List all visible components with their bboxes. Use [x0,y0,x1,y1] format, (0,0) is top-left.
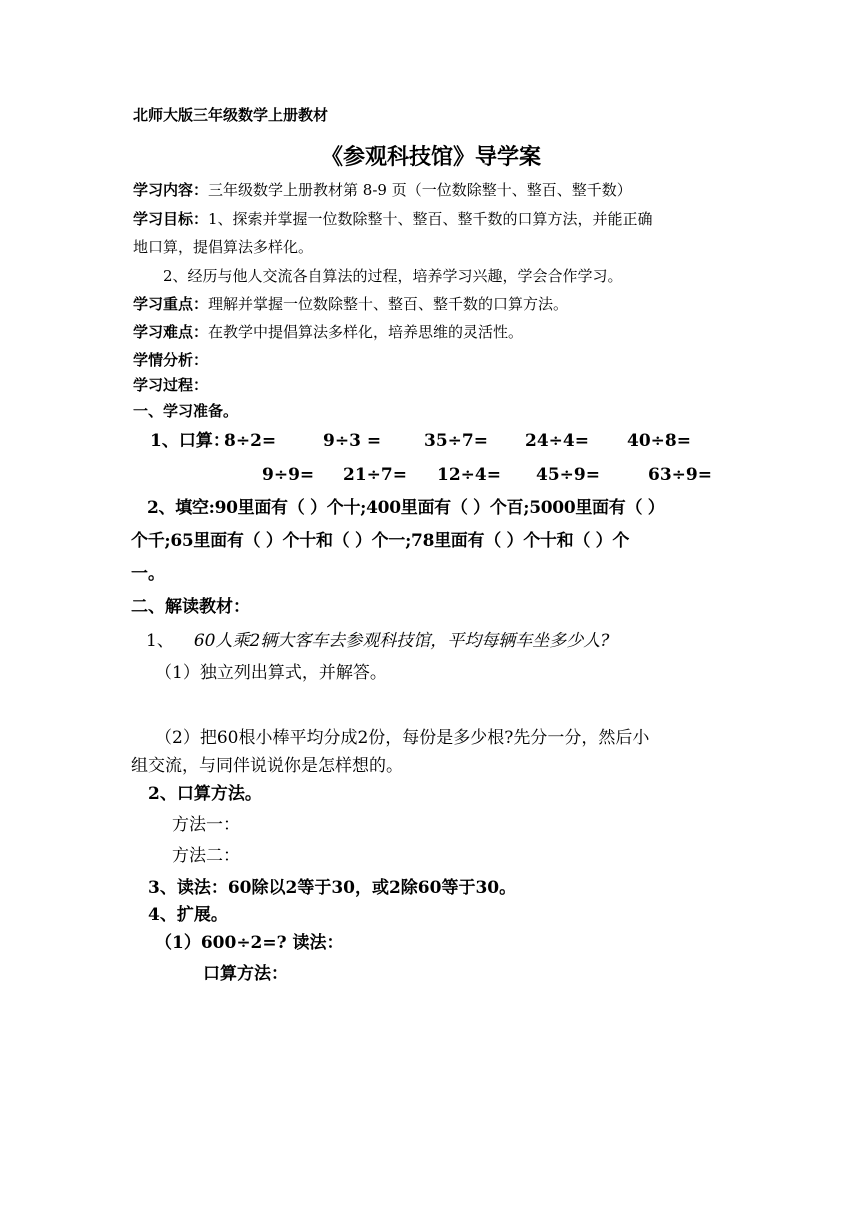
key-label: 学习重点： [133,295,209,313]
oral-calc-r1-3: 35÷7= [424,431,488,451]
extension-method-label: 口算方法： [203,964,288,984]
difficulty-row [133,325,523,340]
method2-label: 方法二： [172,846,240,866]
oral-calc-r2-5: 63÷9= [648,465,712,485]
oral-calc-r2-4: 45÷9= [536,465,600,485]
key-row [133,297,568,312]
oral-calc-r1-2: 9÷3 = [323,431,382,451]
content-label: 学习内容： [133,181,209,199]
section2-heading: 二、解读教材： [131,597,250,617]
question2-line1: （2）把60根小棒平均分成2份，每份是多少根?先分一分，然后小 [155,728,650,748]
analysis-label: 学情分析： [133,351,209,369]
reading-item: 3、读法：60除以2等于30，或2除60等于30。 [148,878,517,898]
extension-q1: （1）600÷2=? 读法： [155,933,344,953]
oral-calc-label: 1、口算： [150,431,230,451]
content-text: 三年级数学上册教材第 8-9 页（一位数除整十、整百、整千数） [208,181,632,199]
oral-calc-r1-1: 8÷2= [224,431,277,451]
oral-calc-r1-4: 24÷4= [525,431,589,451]
oral-method-item: 2、口算方法。 [148,784,262,804]
goals-row [133,212,653,227]
goal1-text-b: 地口算，提倡算法多样化。 [133,238,314,256]
question1: （1）独立列出算式，并解答。 [155,663,387,683]
fill-blank-line3: 一。 [131,564,165,584]
publisher-line: 北师大版三年级数学上册教材 [133,106,329,124]
goals-label: 学习目标： [133,210,209,228]
oral-calc-r2-2: 21÷7= [343,465,407,485]
oral-calc-r1-5: 40÷8= [627,431,691,451]
fill-blank-line2: 个千;65里面有（ ）个十和（ ）个一;78里面有（ ）个十和（ ）个 [131,531,630,551]
problem-row [146,633,609,650]
difficulty-label: 学习难点： [133,323,209,341]
section1-heading: 一、学习准备。 [133,402,239,420]
extension-item: 4、扩展。 [148,905,228,925]
goal2-text: 2、经历与他人交流各自算法的过程，培养学习兴趣，学会合作学习。 [163,267,623,285]
fill-blank-line1: 2、填空:90里面有（ ）个十;400里面有（ ）个百;5000里面有（ ） [147,498,665,518]
oral-calc-r2-1: 9÷9= [262,465,315,485]
page-title: 《参观科技馆》导学案 [321,144,542,170]
content-row [133,183,632,198]
key-text: 理解并掌握一位数除整十、整百、整千数的口算方法。 [208,295,569,313]
process-label: 学习过程： [133,376,209,394]
method1-label: 方法一： [172,815,240,835]
oral-calc-r2-3: 12÷4= [437,465,501,485]
goal1-text-a: 1、探索并掌握一位数除整十、整百、整千数的口算方法，并能正确 [208,210,653,228]
question2-line2: 组交流，与同伴说说你是怎样想的。 [131,756,403,776]
problem-number: 1、 [146,631,174,651]
difficulty-text: 在教学中提倡算法多样化，培养思维的灵活性。 [208,323,524,341]
problem-text: 60人乘2辆大客车去参观科技馆，平均每辆车坐多少人? [193,631,610,651]
